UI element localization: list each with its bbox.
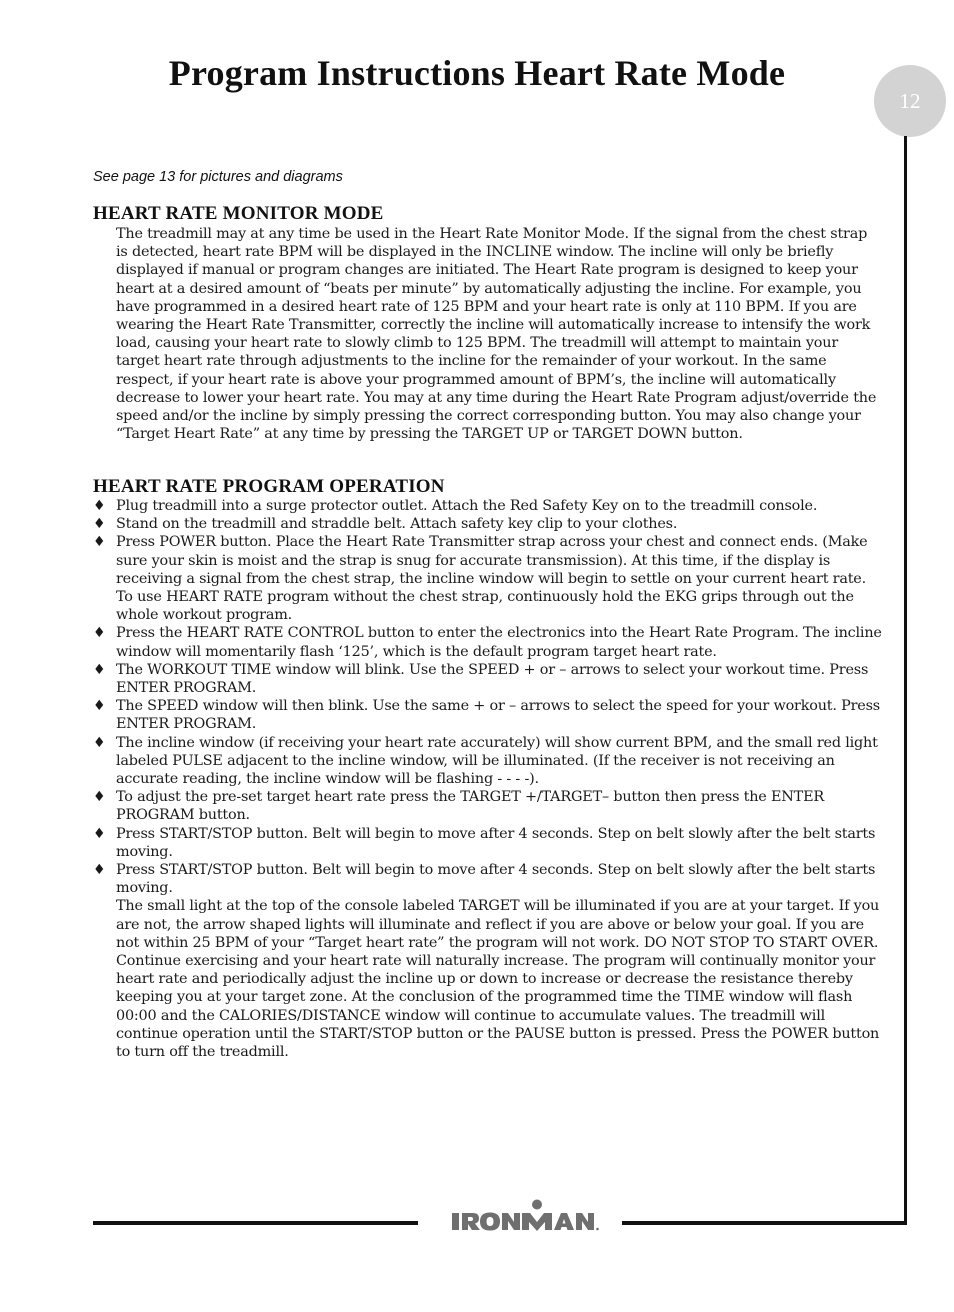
- list-item: [93, 661, 883, 697]
- step-text: Press START/STOP button. Belt will begin to move after 4 seconds. Step on belt slowly after the belt starts moving.: [116, 825, 876, 860]
- footer-rule-left: [93, 1221, 418, 1225]
- step-text: Plug treadmill into a surge protector outlet. Attach the Red Safety Key on to the treadmill console.: [116, 498, 818, 514]
- diamond-bullet-icon: ♦: [93, 625, 106, 642]
- step-text: Press POWER button. Place the Heart Rate Transmitter strap across your chest and connect ends. (Make sure your skin is moist and the strap is snug for accurate transmission). At this time, if the display is receiving a signal from the chest strap, the incline window will begin to settle on your current heart rate. To use HEART RATE program without the chest strap, continuously hold the EKG grips through out the whole workout program.: [116, 534, 868, 624]
- ironman-logo-icon: [450, 1197, 602, 1233]
- list-item: [93, 825, 883, 861]
- diamond-bullet-icon: ♦: [93, 698, 106, 715]
- step-text: The WORKOUT TIME window will blink. Use the SPEED + or – arrows to select your workout time. Press ENTER PROGRAM.: [116, 661, 869, 697]
- diamond-bullet-icon: ♦: [93, 516, 106, 533]
- diamond-bullet-icon: ♦: [93, 734, 106, 751]
- heading-heart-rate-monitor-mode: HEART RATE MONITOR MODE: [93, 203, 384, 224]
- diamond-bullet-icon: ♦: [93, 534, 106, 551]
- list-item: [93, 624, 883, 660]
- step-text: To adjust the pre-set target heart rate press the TARGET +/TARGET– button then press the ENTER PROGRAM button.: [116, 789, 825, 824]
- diamond-bullet-icon: ♦: [93, 498, 106, 514]
- list-item: [93, 734, 883, 789]
- diamond-bullet-icon: ♦: [93, 789, 106, 806]
- list-item: [93, 697, 883, 733]
- footer-rule-right: [622, 1221, 907, 1225]
- monitor-mode-paragraph: The treadmill may at any time be used in the Heart Rate Monitor Mode. If the signal from the chest strap is detected, heart rate BPM will be displayed in the INCLINE window. The incline will only be briefly displayed if manual or program changes are initiated. The Heart Rate program is designed to keep your heart at a desired amount of “beats per minute” by automatically adjusting the incline. For example, you have programmed in a desired heart rate of 125 BPM and your heart rate is only at 110 BPM. If you are wearing the Heart Rate Transmitter, correctly the incline will automatically increase to intensify the work load, causing your heart rate to slowly climb to 125 BPM. The treadmill will attempt to maintain your target heart rate through adjustments to the incline for the remainder of your workout. In the same respect, if your heart rate is above your programmed amount of BPM’s, the incline will automatically decrease to lower your heart rate. You may at any time during the Heart Rate Program adjust/override the speed and/or the incline by simply pressing the correct corresponding button. You may also change your “Target Heart Rate” at any time by pressing the TARGET UP or TARGET DOWN button.: [116, 226, 877, 443]
- see-page-note: See page 13 for pictures and diagrams: [93, 169, 343, 185]
- page-title: Program Instructions Heart Rate Mode: [168, 53, 786, 93]
- step-text: The incline window (if receiving your heart rate accurately) will show current BPM, and the small red light labeled PULSE adjacent to the incline window, will be illuminated. (If the receiver is not receiving an accurate reading, the incline window will be flashing - - - -).: [116, 734, 878, 788]
- closing-paragraph: The small light at the top of the console labeled TARGET will be illuminated if you are at your target. If you are not, the arrow shaped lights will illuminate and reflect if you are above or below your goal. If you are not within 25 BPM of your “Target heart rate” the program will not work. DO NOT STOP TO START OVER. Continue exercising and your heart rate will naturally increase. The program will continually monitor your heart rate and periodically adjust the incline up or down to increase or decrease the resistance thereby keeping you at your target zone. At the conclusion of the programmed time the TIME window will flash 00:00 and the CALORIES/DISTANCE window will continue to accumulate values. The treadmill will continue operation until the START/STOP button or the PAUSE button is pressed. Press the POWER button to turn off the treadmill.: [116, 898, 880, 1061]
- step-text: Press START/STOP button. Belt will begin to move after 4 seconds. Step on belt slowly after the belt starts moving.: [116, 862, 876, 897]
- list-item: [93, 533, 883, 624]
- page-number-badge: 12: [874, 65, 946, 137]
- list-item: [93, 497, 883, 515]
- step-text: Press the HEART RATE CONTROL button to enter the electronics into the Heart Rate Program. The incline window will momentarily flash ‘125’, which is the default program target heart rate.: [116, 625, 882, 660]
- diamond-bullet-icon: ♦: [93, 825, 106, 842]
- list-item: [93, 515, 883, 533]
- step-text: Stand on the treadmill and straddle belt. Attach safety key clip to your clothes.: [116, 516, 678, 533]
- heading-heart-rate-program-operation: HEART RATE PROGRAM OPERATION: [93, 476, 445, 497]
- list-item: [93, 788, 883, 824]
- diamond-bullet-icon: ♦: [93, 661, 106, 678]
- step-text: The SPEED window will then blink. Use the same + or – arrows to select the speed for your workout. Press ENTER PROGRAM.: [116, 698, 880, 733]
- diamond-bullet-icon: ♦: [93, 862, 106, 879]
- operation-steps-list: [93, 497, 883, 1061]
- right-margin-rule: [904, 136, 907, 1224]
- list-item: [93, 861, 883, 897]
